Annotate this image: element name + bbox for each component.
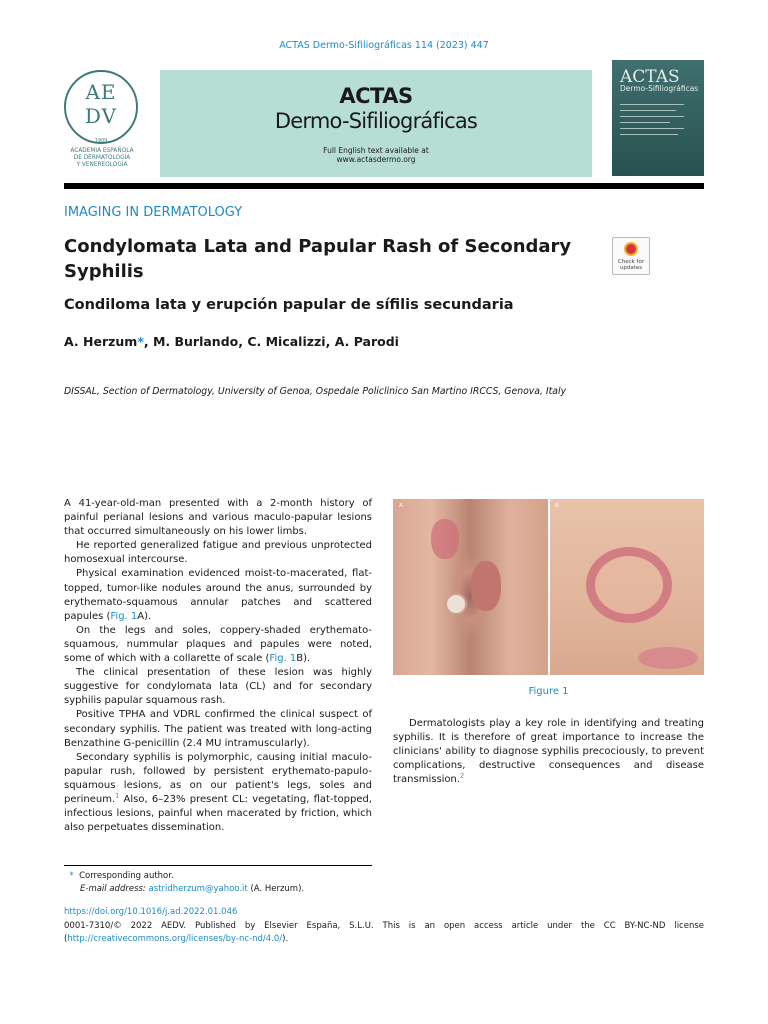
cover-text-line <box>620 110 676 111</box>
author-list <box>64 334 399 349</box>
paragraph-text: Physical examination evidenced moist-to-macerated, flat-topped, tumor-like nodules around the anus, surrounded by erythemato-squamous annular patches and scattered papules ( <box>64 568 372 622</box>
article-title-line-2: Syphilis <box>64 261 144 282</box>
cover-title: ACTAS <box>620 67 680 87</box>
paragraph: He reported generalized fatigue and previous unprotected homosexual intercourse. <box>64 540 372 566</box>
corresponding-author-mark[interactable]: * <box>137 334 144 349</box>
body-text-left-column <box>64 497 372 835</box>
logo-letters-bottom: DV <box>84 104 118 128</box>
doi-link[interactable]: https://doi.org/10.1016/j.ad.2022.01.046 <box>64 907 238 917</box>
cover-text-line <box>620 116 684 117</box>
footnote <box>64 870 384 895</box>
banner-subtitle: Dermo-Sifiliográficas <box>274 109 478 133</box>
author-name: A. Herzum <box>64 334 138 349</box>
license-end: ). <box>282 933 289 944</box>
crossmark-text <box>613 259 649 271</box>
paragraph-text: A). <box>137 610 152 622</box>
footnote-text: Corresponding author. <box>79 871 174 881</box>
figure-link[interactable]: Fig. 1 <box>110 610 138 622</box>
reference-link[interactable]: 2 <box>460 772 465 781</box>
paragraph-text: Also, 6–23% present CL: vegetating, flat-topped, infectious lesions, painful when macerated by friction, which also perpetuates dissemination. <box>64 793 372 834</box>
email-label: E-mail address: <box>80 883 146 894</box>
coauthor-names: , M. Burlando, C. Micalizzi, A. Parodi <box>143 334 399 349</box>
footnote-mark: * <box>69 871 74 881</box>
figure-1-image <box>393 499 704 675</box>
paragraph: The clinical presentation of these lesion was highly suggestive for condylomata lata (CL) and for secondary syphilis papular squamous rash. <box>64 667 372 707</box>
panel-a-label: A <box>399 503 403 509</box>
logo-line-3: Y VENEREOLOGÍA <box>76 162 128 168</box>
logo-academy-name <box>56 148 148 169</box>
journal-cover-thumbnail <box>612 60 704 176</box>
paragraph <box>64 751 372 836</box>
journal-banner <box>160 70 592 177</box>
cover-text-line <box>620 122 670 123</box>
email-link[interactable]: astridherzum@yahoo.it <box>148 883 248 894</box>
paragraph <box>393 717 704 787</box>
paragraph: Positive TPHA and VDRL confirmed the clinical suspect of secondary syphilis. The patient was treated with long-acting Benzathine G-penicillin (2.4 MU intramuscularly). <box>64 709 372 749</box>
paragraph: A 41-year-old-man presented with a 2-month history of painful perianal lesions and various maculo-papular lesions that occurred simultaneously on his lower limbs. <box>64 498 372 538</box>
section-label: IMAGING IN DERMATOLOGY <box>64 205 243 220</box>
aedv-logo <box>62 68 144 178</box>
logo-letters <box>62 80 140 128</box>
banner-note-url[interactable]: www.actasdermo.org <box>336 155 416 164</box>
perianal-lesion <box>431 519 459 559</box>
cover-subtitle: Dermo-Sifiliográficas <box>620 84 699 93</box>
banner-title: ACTAS <box>339 84 413 108</box>
paragraph-text: On the legs and soles, coppery-shaded erythemato-squamous, nummular plaques and papules were noted, some of which with a collarette of scale ( <box>64 624 372 665</box>
banner-note <box>160 146 592 164</box>
article-title <box>64 234 584 284</box>
logo-line-1: ACADEMIA ESPAÑOLA <box>70 148 134 154</box>
figure-caption[interactable]: Figure 1 <box>528 686 569 697</box>
logo-line-2: DE DERMATOLOGÍA <box>73 155 131 161</box>
article-subtitle: Condiloma lata y erupción papular de sífilis secundaria <box>64 297 514 313</box>
figure-panel-b <box>550 499 704 675</box>
perianal-lesion <box>471 561 501 611</box>
email-suffix: (A. Herzum). <box>250 883 305 894</box>
cover-text-line <box>620 134 678 135</box>
paragraph-text: B). <box>296 653 311 665</box>
body-text-right-column <box>393 717 704 787</box>
footnote-rule <box>64 865 372 866</box>
banner-note-line-1: Full English text available at <box>323 146 429 155</box>
header-rule <box>64 183 704 189</box>
paragraph-text: Dermatologists play a key role in identifying and treating syphilis. It is therefore of great importance to increase the clinicians' ability to diagnose syphilis precociously, to prevent complications, destructive consequences and disease transmission. <box>393 718 704 786</box>
figure-panel-a <box>393 499 548 675</box>
email-line <box>64 883 384 896</box>
paragraph <box>64 624 372 666</box>
figure-link[interactable]: Fig. 1 <box>269 653 297 665</box>
paragraph <box>64 567 372 623</box>
journal-reference: ACTAS Dermo-Sifiliográficas 114 (2023) 447 <box>279 40 489 51</box>
logo-year: 1909 <box>94 138 108 144</box>
crossmark-icon <box>624 242 638 256</box>
nodule-lesion <box>445 593 467 615</box>
check-for-updates-badge[interactable] <box>612 237 650 275</box>
crossmark-line-1: Check for <box>617 259 645 265</box>
license-statement: 0001-7310/© 2022 AEDV. Published by Elsevier España, S.L.U. This is an open access article under the CC BY-NC-ND license ( <box>64 921 704 944</box>
article-title-line-1: Condylomata Lata and Papular Rash of Secondary <box>64 236 572 257</box>
license-link[interactable]: http://creativecommons.org/licenses/by-nc-nd/4.0/ <box>67 933 283 944</box>
cover-text-line <box>620 104 684 105</box>
paragraph-text: Secondary syphilis is polymorphic, causing initial maculo-papular rush, followed by persistent erythemato-papulo-squamous lesions, as on our patient's legs, soles and perineum. <box>64 751 372 805</box>
cover-text-line <box>620 128 684 129</box>
logo-letters-top: AE <box>85 80 117 104</box>
crossmark-line-2: updates <box>619 265 643 271</box>
panel-b-label: B <box>555 503 559 509</box>
reference-link[interactable]: 1 <box>115 791 120 800</box>
papular-lesion <box>638 647 698 669</box>
affiliation: DISSAL, Section of Dermatology, University of Genoa, Ospedale Policlinico San Martino IRCCS, Genova, Italy <box>64 386 567 397</box>
license-text <box>64 920 704 945</box>
annular-plaque <box>586 547 672 623</box>
footnote-line <box>64 870 384 883</box>
